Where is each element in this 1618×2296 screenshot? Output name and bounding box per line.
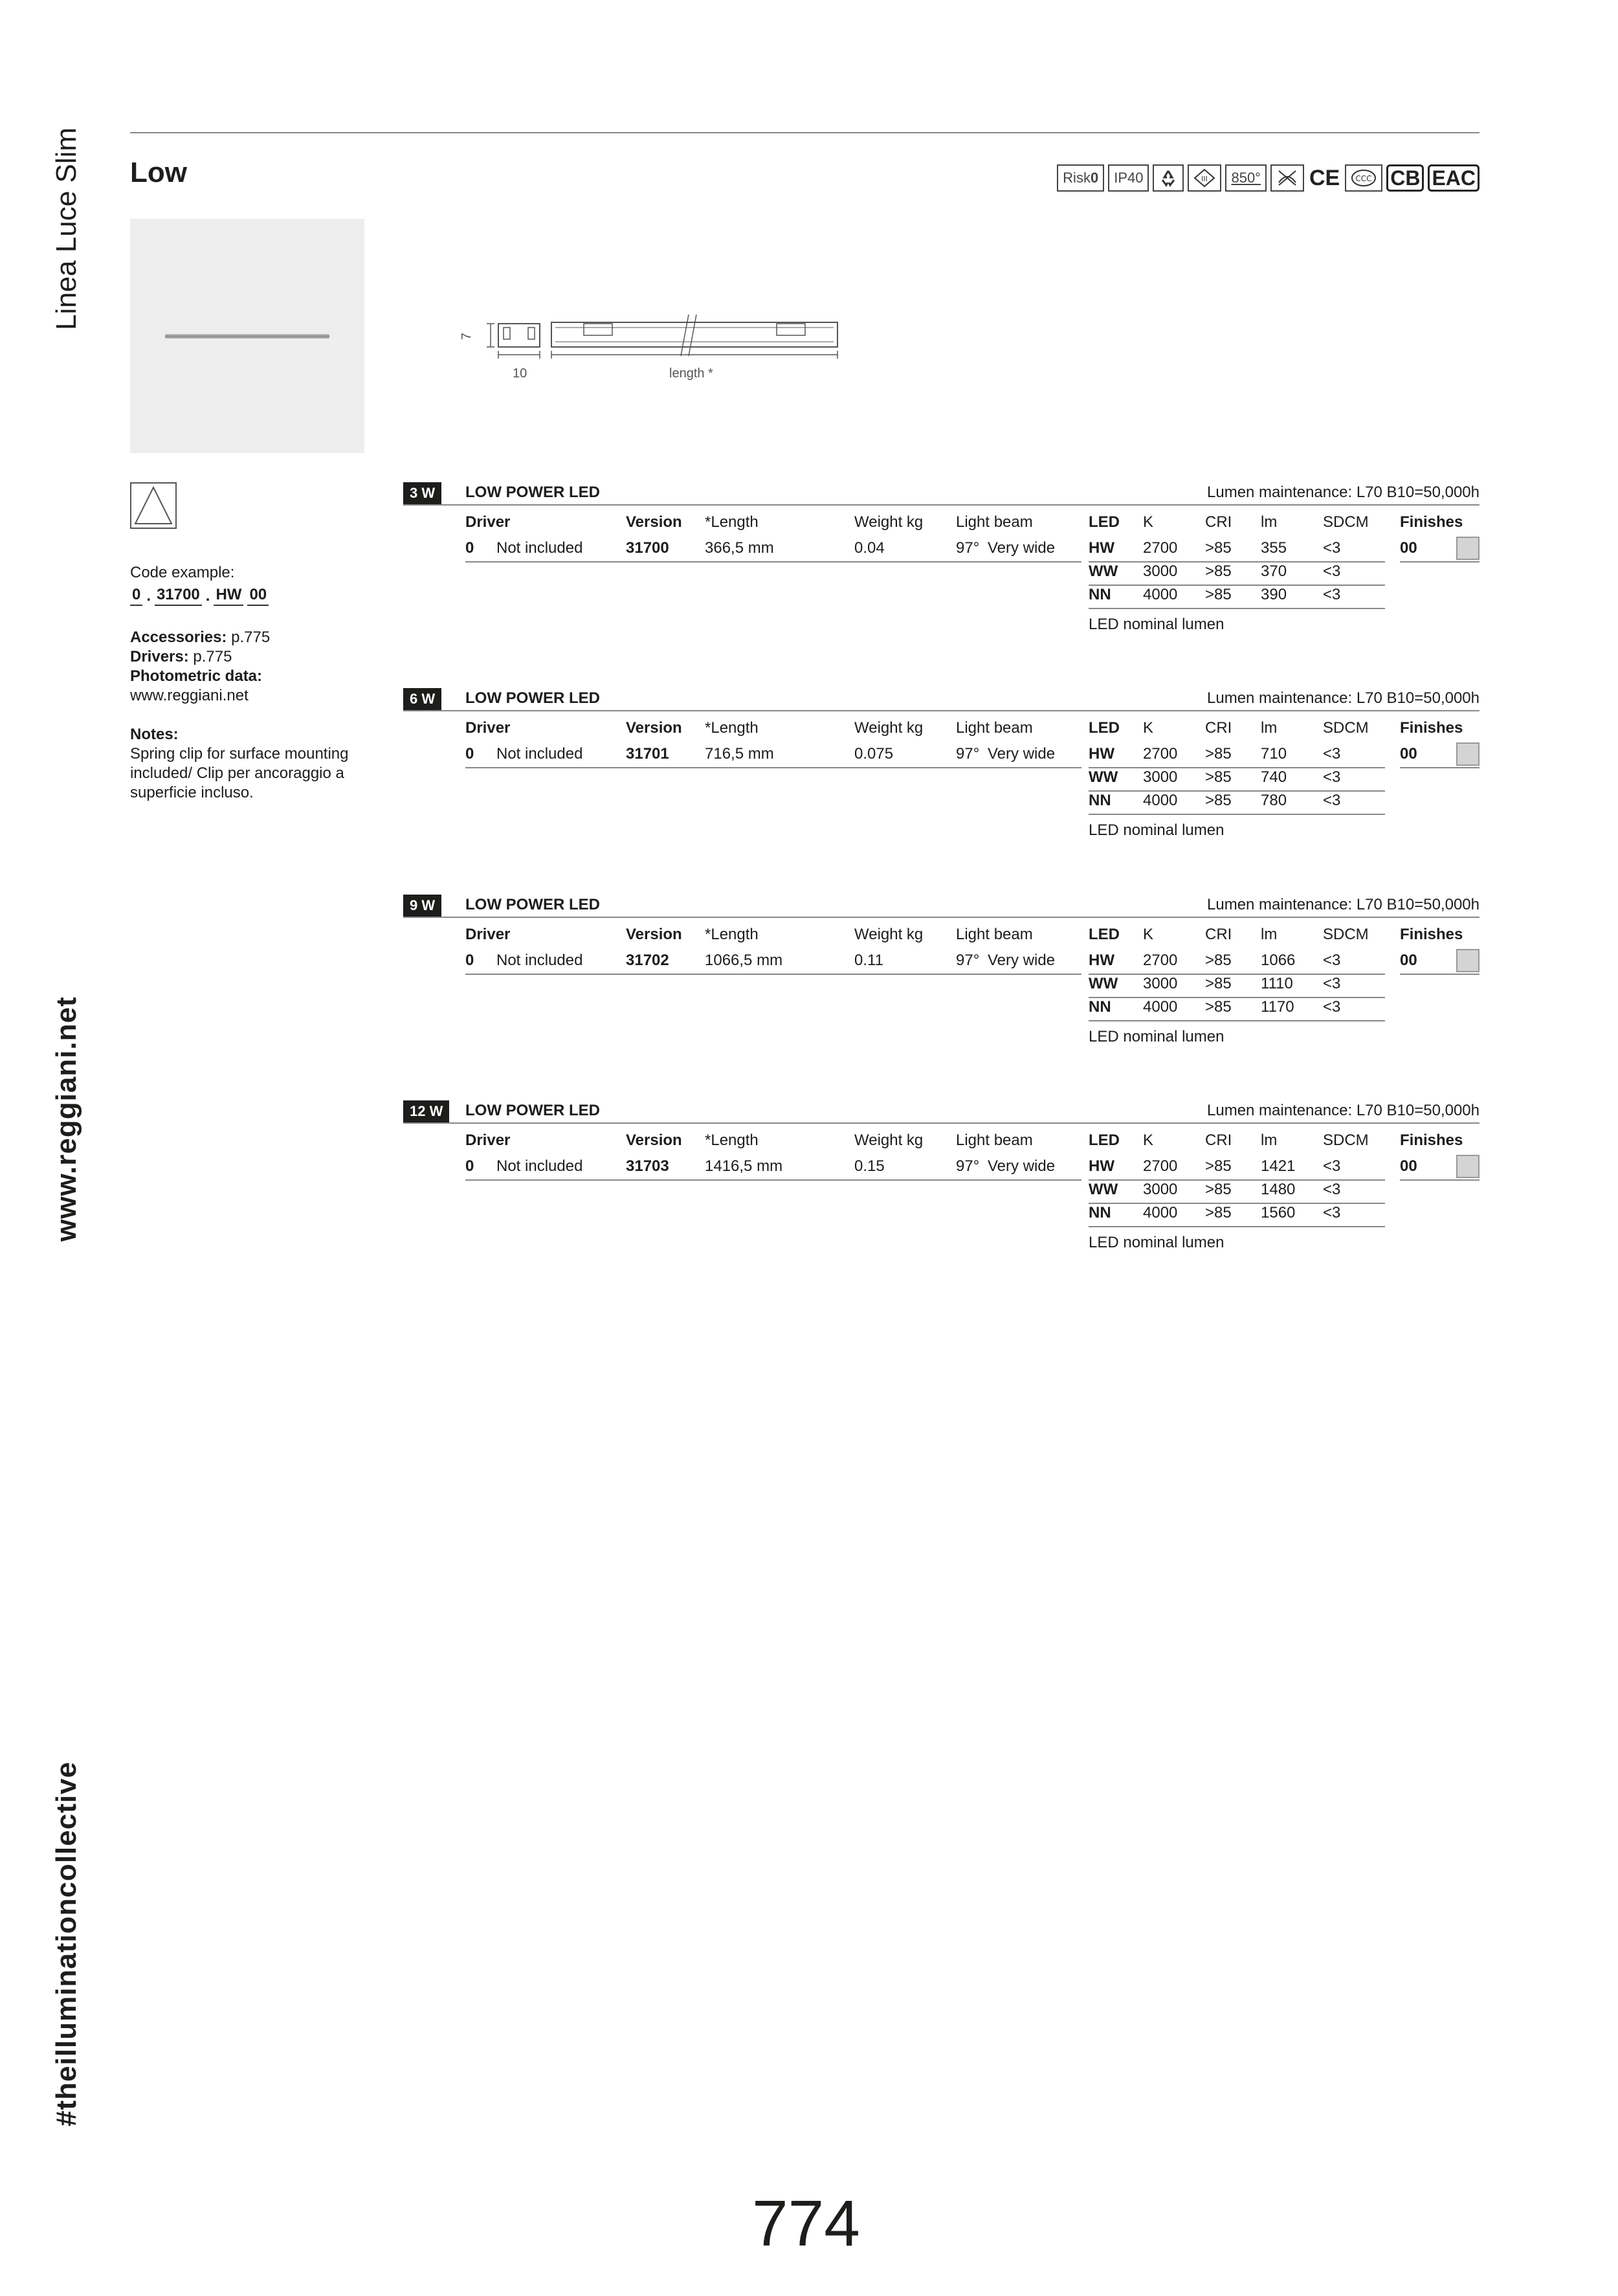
power-badge: 6 W [403, 688, 441, 710]
ce-mark-icon: CE [1308, 164, 1341, 192]
beam-angle: 97° [956, 952, 980, 969]
led-code: NN [1089, 1204, 1111, 1221]
header-driver: Driver [465, 719, 511, 737]
top-divider [130, 132, 1479, 133]
header-cri: CRI [1205, 513, 1232, 531]
section-header [403, 482, 1479, 506]
weight-value: 0.075 [854, 745, 894, 763]
header-beam: Light beam [956, 926, 1033, 943]
drivers-value[interactable]: p.775 [188, 648, 232, 665]
version-code[interactable]: 31703 [626, 1157, 669, 1175]
accessories-value[interactable]: p.775 [227, 629, 271, 646]
product-section-3w [403, 482, 1479, 635]
header-lm: lm [1261, 1131, 1278, 1149]
version-code[interactable]: 31701 [626, 745, 669, 763]
header-finishes: Finishes [1400, 513, 1463, 531]
beam-text: Very wide [988, 1157, 1056, 1175]
led-code: HW [1089, 745, 1114, 763]
driver-text: Not included [496, 539, 583, 557]
drivers-line [130, 647, 370, 667]
code-example [130, 585, 370, 606]
led-cri: >85 [1205, 768, 1232, 786]
beam-symbol-box [130, 482, 177, 529]
led-k: 4000 [1143, 792, 1178, 809]
row-underline [1400, 1179, 1479, 1181]
header-weight: Weight kg [854, 513, 924, 531]
section-name: LOW POWER LED [465, 1102, 600, 1119]
header-cri: CRI [1205, 719, 1232, 737]
header-length: *Length [705, 926, 759, 943]
led-sdcm: <3 [1323, 768, 1341, 786]
row-underline [1089, 608, 1385, 609]
header-k: K [1143, 719, 1154, 737]
weight-value: 0.15 [854, 1157, 885, 1175]
triangle-icon [131, 484, 175, 528]
code-driver: 0 [130, 585, 142, 606]
lumen-maintenance: Lumen maintenance: L70 B10=50,000h [1207, 1102, 1479, 1119]
risk-value: 0 [1090, 170, 1099, 186]
notes-label: Notes: [130, 726, 179, 743]
row-underline [465, 1179, 1081, 1181]
header-finishes: Finishes [1400, 926, 1463, 943]
led-k: 4000 [1143, 586, 1178, 603]
led-sdcm: <3 [1323, 1181, 1341, 1198]
accessories-label: Accessories: [130, 629, 227, 646]
led-lm: 390 [1261, 586, 1287, 603]
product-section-12w [403, 1100, 1479, 1253]
power-badge: 9 W [403, 895, 441, 917]
led-k: 3000 [1143, 563, 1178, 580]
header-beam: Light beam [956, 513, 1033, 531]
led-k: 3000 [1143, 975, 1178, 992]
finish-swatch[interactable] [1456, 949, 1479, 972]
cb-mark-icon: CB [1386, 164, 1424, 192]
header-led: LED [1089, 1131, 1120, 1149]
led-sdcm: <3 [1323, 1204, 1341, 1221]
driver-text: Not included [496, 1157, 583, 1175]
led-code: WW [1089, 563, 1118, 580]
class-iii-icon [1188, 164, 1221, 192]
risk-label: Risk [1063, 170, 1091, 186]
product-section-9w [403, 895, 1479, 1047]
finish-swatch[interactable] [1456, 742, 1479, 766]
header-lm: lm [1261, 926, 1278, 943]
led-code: NN [1089, 792, 1111, 809]
header-length: *Length [705, 719, 759, 737]
row-underline [465, 974, 1081, 975]
no-covering-icon [1270, 164, 1304, 192]
svg-text:III: III [1201, 175, 1208, 183]
product-bar-image [165, 334, 329, 339]
code-separator: . [205, 587, 210, 605]
led-lm: 740 [1261, 768, 1287, 786]
led-k: 2700 [1143, 952, 1178, 969]
driver-code: 0 [465, 539, 474, 557]
beam-angle: 97° [956, 1157, 980, 1175]
dimension-height-label: 7 [460, 332, 474, 340]
led-cri: >85 [1205, 1204, 1232, 1221]
section-name: LOW POWER LED [465, 896, 600, 913]
led-k: 4000 [1143, 998, 1178, 1016]
header-length: *Length [705, 1131, 759, 1149]
led-code: HW [1089, 952, 1114, 969]
ccc-mark-icon [1345, 164, 1382, 192]
lumen-note: LED nominal lumen [1089, 616, 1225, 633]
finish-code: 00 [1400, 745, 1417, 763]
led-lm: 710 [1261, 745, 1287, 763]
led-sdcm: <3 [1323, 975, 1341, 992]
notes-line: included/ Clip per ancoraggio a [130, 764, 344, 782]
header-sdcm: SDCM [1323, 719, 1369, 737]
length-value: 1066,5 mm [705, 952, 783, 969]
sidebar-info [130, 563, 370, 803]
driver-code: 0 [465, 745, 474, 763]
led-sdcm: <3 [1323, 539, 1341, 557]
finish-swatch[interactable] [1456, 537, 1479, 560]
series-name-vertical: Linea Luce Slim [50, 127, 82, 330]
led-cri: >85 [1205, 539, 1232, 557]
led-sdcm: <3 [1323, 998, 1341, 1016]
led-code: WW [1089, 1181, 1118, 1198]
power-badge: 12 W [403, 1100, 449, 1122]
header-k: K [1143, 1131, 1154, 1149]
section-name: LOW POWER LED [465, 484, 600, 501]
led-code: WW [1089, 975, 1118, 992]
weight-value: 0.11 [854, 952, 883, 969]
led-k: 3000 [1143, 768, 1178, 786]
beam-angle: 97° [956, 539, 980, 557]
section-header [403, 1100, 1479, 1124]
row-underline [1400, 974, 1479, 975]
row-underline [465, 767, 1081, 768]
weight-value: 0.04 [854, 539, 885, 557]
led-lm: 1421 [1261, 1157, 1296, 1175]
led-k: 2700 [1143, 1157, 1178, 1175]
recycle-icon [1153, 164, 1184, 192]
led-sdcm: <3 [1323, 586, 1341, 603]
header-version: Version [626, 926, 682, 943]
header-beam: Light beam [956, 1131, 1033, 1149]
power-badge: 3 W [403, 482, 441, 504]
led-cri: >85 [1205, 952, 1232, 969]
header-weight: Weight kg [854, 1131, 924, 1149]
led-cri: >85 [1205, 563, 1232, 580]
product-photo [130, 219, 364, 453]
led-code: NN [1089, 586, 1111, 603]
row-underline [1400, 767, 1479, 768]
led-lm: 1480 [1261, 1181, 1296, 1198]
code-example-label: Code example: [130, 564, 235, 581]
driver-code: 0 [465, 952, 474, 969]
technical-drawing [461, 312, 849, 390]
header-driver: Driver [465, 513, 511, 531]
header-led: LED [1089, 513, 1120, 531]
notes-line: Spring clip for surface mounting [130, 745, 349, 763]
code-led: HW [214, 585, 243, 606]
led-code: WW [1089, 768, 1118, 786]
led-sdcm: <3 [1323, 563, 1341, 580]
length-value: 366,5 mm [705, 539, 774, 557]
ip-rating-icon: IP40 [1108, 164, 1149, 192]
beam-text: Very wide [988, 539, 1056, 557]
length-value: 716,5 mm [705, 745, 774, 763]
lumen-note: LED nominal lumen [1089, 1234, 1225, 1251]
row-underline [1089, 1020, 1385, 1021]
led-k: 2700 [1143, 539, 1178, 557]
spec-table [403, 918, 1479, 1047]
temperature-value: 850° [1231, 170, 1261, 186]
page-title: Low [130, 157, 187, 188]
header-weight: Weight kg [854, 926, 924, 943]
hashtag-vertical: #theilluminationcollective [50, 1761, 82, 2126]
beam-text: Very wide [988, 952, 1056, 969]
finish-code: 00 [1400, 1157, 1417, 1175]
photometric-label: Photometric data: [130, 667, 263, 685]
row-underline [1400, 561, 1479, 563]
code-version: 31700 [155, 585, 202, 606]
spec-table [403, 506, 1479, 635]
version-code[interactable]: 31702 [626, 952, 669, 969]
section-name: LOW POWER LED [465, 689, 600, 707]
code-separator: . [146, 587, 151, 605]
header-finishes: Finishes [1400, 719, 1463, 737]
led-lm: 780 [1261, 792, 1287, 809]
section-header [403, 895, 1479, 918]
header-k: K [1143, 513, 1154, 531]
header-version: Version [626, 513, 682, 531]
lumen-maintenance: Lumen maintenance: L70 B10=50,000h [1207, 896, 1479, 913]
row-underline [1089, 1226, 1385, 1227]
led-cri: >85 [1205, 975, 1232, 992]
svg-text:CCC: CCC [1355, 174, 1372, 183]
header-length: *Length [705, 513, 759, 531]
led-code: NN [1089, 998, 1111, 1016]
row-underline [1089, 814, 1385, 815]
led-cri: >85 [1205, 586, 1232, 603]
header-sdcm: SDCM [1323, 926, 1369, 943]
led-k: 4000 [1143, 1204, 1178, 1221]
led-lm: 1066 [1261, 952, 1296, 969]
notes-line: superficie incluso. [130, 784, 254, 801]
header-lm: lm [1261, 513, 1278, 531]
header-k: K [1143, 926, 1154, 943]
length-value: 1416,5 mm [705, 1157, 783, 1175]
header-sdcm: SDCM [1323, 1131, 1369, 1149]
led-sdcm: <3 [1323, 792, 1341, 809]
eac-mark-icon: EAC [1428, 164, 1479, 192]
accessories-line [130, 628, 370, 647]
temperature-icon [1225, 164, 1267, 192]
header-driver: Driver [465, 926, 511, 943]
dimension-width-label: 10 [513, 366, 527, 381]
led-lm: 355 [1261, 539, 1287, 557]
header-beam: Light beam [956, 719, 1033, 737]
photometric-link[interactable]: www.reggiani.net [130, 687, 249, 704]
header-weight: Weight kg [854, 719, 924, 737]
led-sdcm: <3 [1323, 952, 1341, 969]
drivers-label: Drivers: [130, 648, 189, 665]
led-cri: >85 [1205, 745, 1232, 763]
spec-table [403, 1124, 1479, 1253]
header-led: LED [1089, 719, 1120, 737]
header-driver: Driver [465, 1131, 511, 1149]
finish-swatch[interactable] [1456, 1155, 1479, 1178]
led-lm: 370 [1261, 563, 1287, 580]
led-lm: 1560 [1261, 1204, 1296, 1221]
driver-text: Not included [496, 745, 583, 763]
lumen-maintenance: Lumen maintenance: L70 B10=50,000h [1207, 484, 1479, 501]
led-cri: >85 [1205, 792, 1232, 809]
dimension-length-label: length * [669, 366, 713, 381]
header-led: LED [1089, 926, 1120, 943]
beam-text: Very wide [988, 745, 1056, 763]
section-header [403, 688, 1479, 711]
driver-code: 0 [465, 1157, 474, 1175]
led-cri: >85 [1205, 1181, 1232, 1198]
risk-group-icon [1057, 164, 1104, 192]
led-lm: 1170 [1261, 998, 1294, 1016]
header-finishes: Finishes [1400, 1131, 1463, 1149]
led-cri: >85 [1205, 1157, 1232, 1175]
header-cri: CRI [1205, 1131, 1232, 1149]
product-section-6w [403, 688, 1479, 841]
led-code: HW [1089, 1157, 1114, 1175]
led-sdcm: <3 [1323, 1157, 1341, 1175]
header-version: Version [626, 719, 682, 737]
code-finish: 00 [247, 585, 269, 606]
finish-code: 00 [1400, 952, 1417, 969]
header-version: Version [626, 1131, 682, 1149]
spec-table [403, 711, 1479, 841]
lumen-note: LED nominal lumen [1089, 821, 1225, 839]
lumen-note: LED nominal lumen [1089, 1028, 1225, 1045]
driver-text: Not included [496, 952, 583, 969]
header-cri: CRI [1205, 926, 1232, 943]
row-underline [465, 561, 1081, 563]
led-code: HW [1089, 539, 1114, 557]
website-vertical[interactable]: www.reggiani.net [50, 996, 82, 1242]
page-number: 774 [752, 2187, 860, 2260]
led-k: 2700 [1143, 745, 1178, 763]
header-lm: lm [1261, 719, 1278, 737]
led-k: 3000 [1143, 1181, 1178, 1198]
led-sdcm: <3 [1323, 745, 1341, 763]
lumen-maintenance: Lumen maintenance: L70 B10=50,000h [1207, 689, 1479, 707]
beam-angle: 97° [956, 745, 980, 763]
led-cri: >85 [1205, 998, 1232, 1016]
header-sdcm: SDCM [1323, 513, 1369, 531]
finish-code: 00 [1400, 539, 1417, 557]
certification-icons [1057, 164, 1479, 192]
led-lm: 1110 [1261, 975, 1293, 992]
version-code[interactable]: 31700 [626, 539, 669, 557]
